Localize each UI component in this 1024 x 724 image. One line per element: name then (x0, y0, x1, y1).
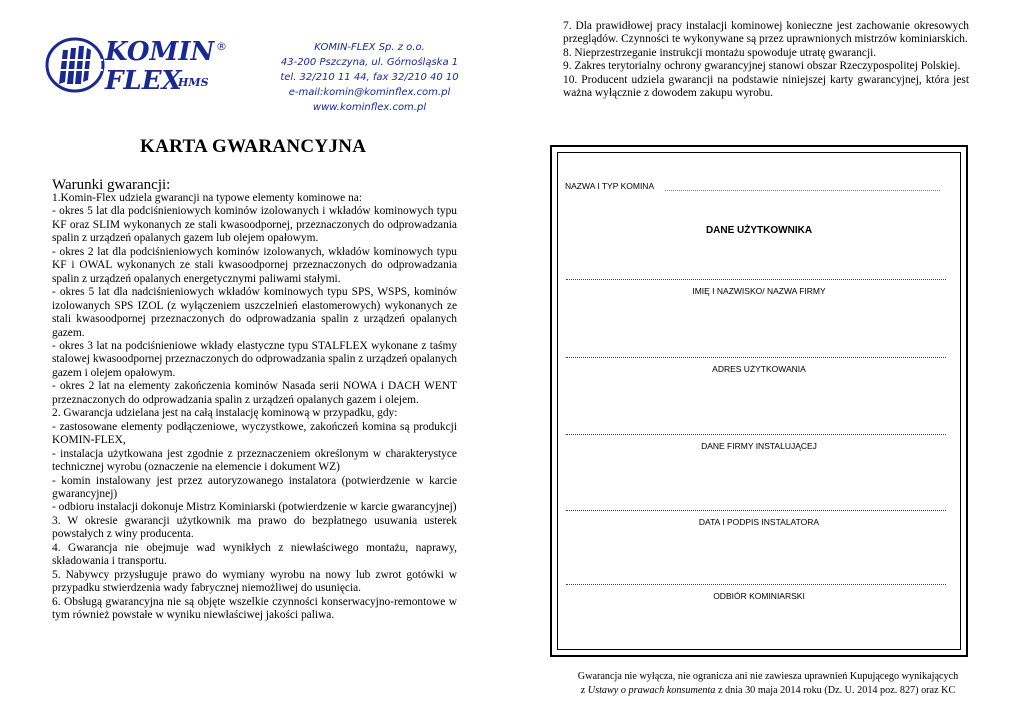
left-paragraph: - okres 5 lat dla nadciśnieniowych wkładów kominowych typu SPS, WSPS, kominów izolowanych SPS IZOL (z wyłączeniem uszczelnień elastomerowych) wykonanych ze stali kwasoodpornej przeznaczonych do odprowadzania spalin z urządzeń opalanych gazem. (52, 286, 457, 339)
dane-firmy-instalujacej-label: DANE FIRMY INSTALUJĄCEJ (701, 441, 817, 451)
logo-line1: KOMIN (105, 37, 215, 67)
footer-line2 (563, 684, 973, 698)
company-name: KOMIN-FLEX Sp. z o.o. (314, 42, 425, 53)
right-column-text (563, 20, 969, 101)
left-paragraph: - okres 2 lat dla podciśnieniowych kominów izolowanych, wkładów kominowych typu KF i OWAL wykonanych ze stali kwasoodpornej przeznaczonych do odprowadzania spalin z urządzeń opalanych energetycznymi paliwami stałymi. (52, 245, 457, 285)
dane-firmy-instalujacej-field[interactable] (566, 434, 946, 435)
left-paragraph: 2. Gwarancja udzielana jest na całą instalację kominową w przypadku, gdy: (52, 407, 398, 420)
left-paragraph: 6. Obsługą gwarancyjna nie są objęte wszelkie czynności konserwacyjno-remontowe w tym również powstałe w wyniku niewłaściwej jakości paliwa. (52, 595, 457, 622)
left-paragraph: 4. Gwarancja nie obejmuje wad wynikłych z niewłaściwego montażu, naprawy, składowania i transportu. (52, 541, 457, 568)
dane-uzytkownika-title: DANE UŻYTKOWNIKA (705, 225, 813, 236)
imie-nazwisko-label: IMIĘ I NAZWISKO/ NAZWA FIRMY (692, 286, 826, 296)
company-email[interactable]: e-mail:komin@kominflex.com.pl (288, 87, 451, 98)
footer-law-name: Ustawy o prawach konsumenta (587, 685, 716, 696)
document-title: KARTA GWARANCYJNA (140, 136, 367, 157)
left-paragraph: - okres 5 lat dla podciśnieniowych kominów izolowanych i wkładów kominowych typu KF oraz SLIM wykonanych ze stali kwasoodpornej, przeznaczonych do odprowadzania spalin z urządzeń opalanych gazem lub olejem opałowym. (52, 205, 457, 245)
company-website[interactable]: www.kominflex.com.pl (312, 102, 427, 113)
left-paragraph: 3. W okresie gwarancji użytkownik ma prawo do bezpłatnego usuwania usterek powstałych z winy producenta. (52, 514, 457, 541)
right-paragraph: 7. Dla prawidłowej pracy instalacji kominowej konieczne jest zachowanie okresowych przeglądów. Czynności te wykonywane są przez uprawnionych mistrzów kominiarskich. (563, 20, 969, 46)
imie-nazwisko-field[interactable] (566, 279, 946, 280)
left-paragraph: - instalacja użytkowana jest zgodnie z przeznaczeniem określonym w charakterystyce technicznej wyrobu (oznaczenie na elemencie i dokument WZ) (52, 447, 457, 474)
left-paragraph: 1.Komin-Flex udziela gwarancji na typowe elementy kominowe na: (52, 192, 362, 204)
warunki-heading: Warunki gwarancji: (52, 177, 171, 193)
adres-uzytkowania-field[interactable] (566, 357, 946, 358)
data-podpis-instalatora-field[interactable] (566, 510, 946, 511)
footer-note (563, 670, 973, 698)
nazwa-typ-komina-label: NAZWA I TYP KOMINA (565, 181, 655, 191)
data-podpis-instalatora-label: DATA I PODPIS INSTALATORA (698, 517, 820, 527)
company-phone: tel. 32/210 11 44, fax 32/210 40 10 (280, 72, 459, 83)
right-paragraph: 10. Producent udziela gwarancji na podstawie niniejszej karty gwarancyjnej, która jest ważna wyłącznie z dowodem zakupu wyrobu. (563, 73, 969, 100)
footer-line1: Gwarancja nie wyłącza, nie ogranicza ani nie zawiesza uprawnień Kupującego wynikających (577, 671, 959, 682)
right-paragraph: 8. Nieprzestrzeganie instrukcji montażu spowoduje utratę gwarancji. (563, 46, 877, 59)
nazwa-typ-komina-field[interactable] (665, 190, 940, 191)
left-paragraph: 5. Nabywcy przysługuje prawo do wymiany wyrobu na nowy lub zwrot gotówki w przypadku stwierdzenia wady fabrycznej niemożliwej do usunięcia. (52, 568, 457, 595)
left-paragraph: - komin instalowany jest przez autoryzowanego instalatora (potwierdzenie w karcie gwarancyjnej) (52, 474, 457, 500)
logo-line2: FLEX (105, 66, 182, 96)
company-logo (45, 34, 230, 96)
right-paragraph: 9. Zakres terytorialny ochrony gwarancyjnej stanowi obszar Rzeczypospolitej Polskiej. (563, 60, 961, 73)
left-paragraph: - okres 2 lat na elementy zakończenia kominów Nasada serii NOWA i DACH WENT przeznaczonych do odprowadzania spalin z urządzeń opalanych gazem i olejem. (52, 380, 457, 406)
komin-flex-logo-graphic (45, 34, 230, 96)
odbior-kominiarski-label: ODBIÓR KOMINIARSKI (713, 591, 805, 601)
company-address: 43-200 Pszczyna, ul. Górnośląska 1 (280, 57, 459, 68)
left-paragraph: - zastosowane elementy podłączeniowe, wyczystkowe, zakończeń komina są produkcji KOMIN-FLEX, (52, 420, 457, 447)
warranty-form-inner (557, 152, 961, 650)
footer-line2-prefix: z (580, 685, 588, 696)
left-paragraph: - okres 3 lat na podciśnieniowe wkłady elastyczne typu STALFLEX wykonane z taśmy stalowej kwasoodpornej przeznaczonych do odprowadzania spalin z urządzeń opalanych gazem i olejem opałowym. (52, 339, 457, 379)
company-info (262, 40, 477, 115)
left-column-text (52, 192, 457, 623)
logo-registered: ® (216, 40, 227, 53)
warranty-form (550, 145, 968, 657)
logo-suffix: HMS (178, 76, 209, 89)
odbior-kominiarski-field[interactable] (566, 584, 946, 585)
adres-uzytkowania-label: ADRES UŻYTKOWANIA (712, 364, 806, 374)
left-paragraph: - odbioru instalacji dokonuje Mistrz Kominiarski (potwierdzenie w karcie gwarancyjnej) (52, 501, 457, 514)
footer-line2-suffix: z dnia 30 maja 2014 roku (Dz. U. 2014 poz. 827) oraz KC (715, 685, 956, 696)
